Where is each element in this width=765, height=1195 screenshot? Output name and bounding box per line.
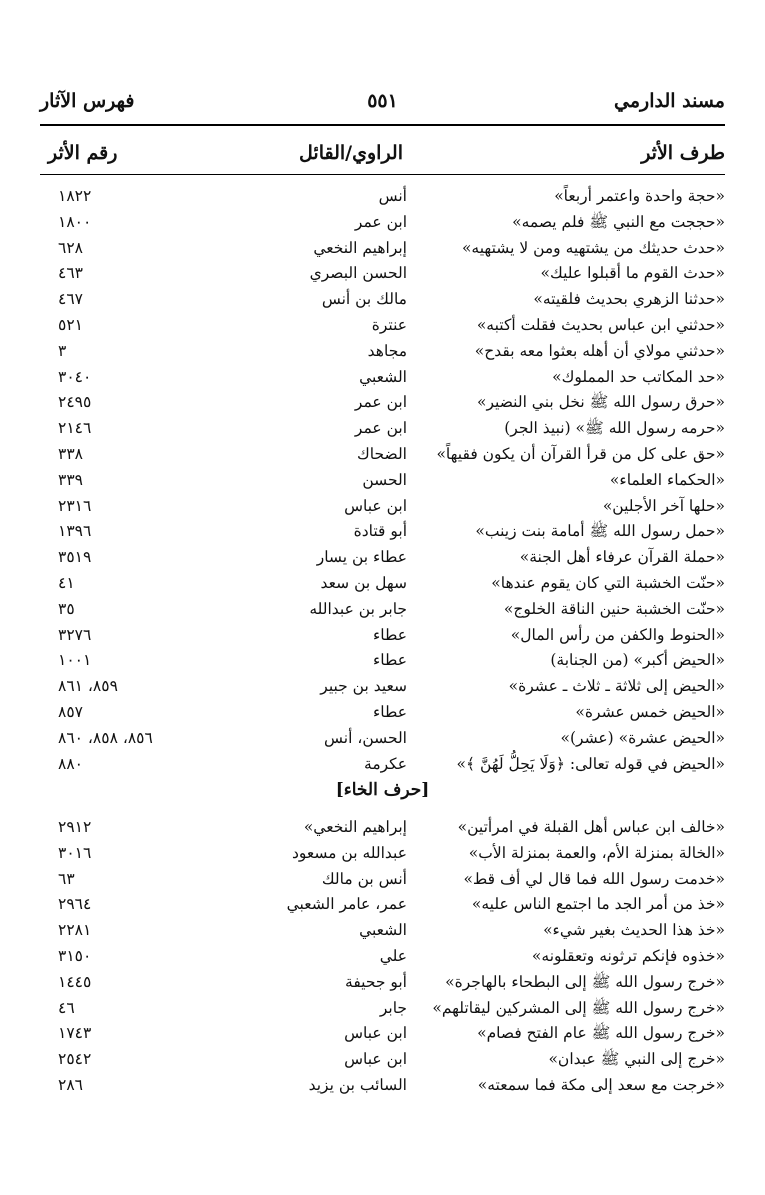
row-phrase: «حمل رسول الله ﷺ أمامة بنت زينب»: [475, 522, 725, 541]
row-phrase: «حرمه رسول الله ﷺ» (نبيذ الجر): [504, 419, 725, 438]
index-row: [40, 944, 725, 970]
index-row: [40, 996, 725, 1022]
row-number: ٣٣٩: [58, 470, 83, 489]
index-row: [40, 313, 725, 339]
row-phrase: «حرق رسول الله ﷺ نخل بني النضير»: [477, 393, 725, 412]
row-number: ٥٢١: [58, 315, 83, 334]
column-header-phrase: طرف الأثر: [641, 142, 725, 164]
index-row: [40, 287, 725, 313]
index-row: [40, 545, 725, 571]
row-phrase: «حق على كل من قرأ القرآن أن يكون فقيهاً»: [436, 444, 725, 463]
row-phrase: «خرج رسول الله ﷺ عام الفتح فصام»: [477, 1024, 725, 1043]
index-row: [40, 261, 725, 287]
index-row: [40, 236, 725, 262]
row-number: ٢٢٨١: [58, 921, 92, 940]
row-narrator: عطاء: [373, 651, 407, 670]
section-heading-kha: [حرف الخاء]: [335, 780, 430, 800]
row-narrator: إبراهيم النخعي»: [303, 818, 407, 836]
row-phrase: «حنّت الخشبة التي كان يقوم عندها»: [491, 573, 725, 592]
section-index-title: فهرس الآثار: [40, 90, 135, 112]
row-narrator: جابر بن عبدالله: [309, 599, 407, 618]
row-number: ١٣٩٦: [58, 522, 92, 541]
row-narrator: عطاء: [373, 702, 407, 721]
index-row: [40, 700, 725, 726]
row-narrator: جابر: [379, 998, 407, 1017]
row-narrator: أبو جحيفة: [345, 972, 407, 991]
index-row: [40, 365, 725, 391]
row-narrator: السائب بن يزيد: [308, 1075, 407, 1094]
row-number: ٢٩٦٤: [58, 895, 92, 914]
index-row: [40, 648, 725, 674]
index-row: [40, 867, 725, 893]
row-phrase: «خرج رسول الله ﷺ إلى المشركين ليقاتلهم»: [432, 998, 725, 1017]
index-row: [40, 184, 725, 210]
row-narrator: عكرمة: [364, 754, 407, 773]
row-number: ٣١٥٠: [58, 946, 92, 965]
index-row: [40, 726, 725, 752]
index-list-ha: [40, 184, 725, 777]
row-number: ٣٥١٩: [58, 548, 92, 567]
row-number: ٨٥٧: [58, 702, 83, 721]
row-number: ٢٣١٦: [58, 496, 92, 515]
row-phrase: «حدث حديثك من يشتهيه ومن لا يشتهيه»: [461, 238, 725, 257]
row-phrase: «خذ من أمر الجد ما اجتمع الناس عليه»: [471, 895, 725, 914]
row-phrase: «الحنوط والكفن من رأس المال»: [510, 625, 725, 644]
row-phrase: «خذ هذا الحديث بغير شيء»: [543, 921, 725, 940]
row-phrase: «خرج رسول الله ﷺ إلى البطحاء بالهاجرة»: [445, 972, 725, 991]
row-number: ٢٨٦: [58, 1075, 83, 1094]
row-phrase: «الحيض عشرة» (عشر)»: [560, 728, 725, 747]
index-row: [40, 390, 725, 416]
row-phrase: «حدثنا الزهري بحديث فلقيته»: [533, 290, 725, 309]
index-row: [40, 597, 725, 623]
index-row: [40, 442, 725, 468]
index-row: [40, 494, 725, 520]
row-narrator: الشعبي: [359, 367, 407, 386]
row-narrator: أنس بن مالك: [321, 869, 407, 888]
index-row: [40, 752, 725, 778]
index-row: [40, 1047, 725, 1073]
row-narrator: عنترة: [371, 315, 407, 334]
row-narrator: عبدالله بن مسعود: [291, 843, 407, 862]
row-phrase: «الحيض خمس عشرة»: [575, 702, 725, 721]
row-number: ١٨٢٢: [58, 187, 92, 205]
column-header-narrator: الراوي/القائل: [299, 142, 403, 164]
index-row: [40, 623, 725, 649]
row-narrator: سعيد بن جبير: [320, 677, 407, 696]
page-number: ٥٥١: [367, 90, 398, 112]
row-phrase: «حدث القوم ما أقبلوا عليك»: [540, 264, 725, 283]
row-number: ٣٠٤٠: [58, 367, 92, 386]
row-number: ٤٦٣: [58, 264, 83, 283]
row-narrator: علي: [379, 946, 407, 965]
row-narrator: أبو قتادة: [353, 522, 407, 541]
row-number: ٨٥٦، ٨٥٨، ٨٦٠: [58, 728, 153, 747]
row-narrator: إبراهيم النخعي: [313, 238, 407, 257]
index-row: [40, 1021, 725, 1047]
row-phrase: «خرج إلى النبي ﷺ عبدان»: [548, 1050, 725, 1069]
row-narrator: مجاهد: [367, 341, 407, 360]
row-number: ٣٢٧٦: [58, 625, 92, 644]
row-narrator: سهل بن سعد: [320, 573, 407, 592]
row-narrator: ابن عباس: [344, 1024, 407, 1043]
index-row: [40, 519, 725, 545]
row-narrator: أنس: [378, 187, 407, 205]
index-row: [40, 841, 725, 867]
index-row: [40, 416, 725, 442]
index-row: [40, 339, 725, 365]
row-number: ١٨٠٠: [58, 212, 92, 231]
row-number: ٢٥٤٢: [58, 1050, 92, 1069]
index-row: [40, 970, 725, 996]
row-number: ١٧٤٣: [58, 1024, 92, 1043]
row-number: ١٠٠١: [58, 651, 92, 670]
row-number: ٣٣٨: [58, 444, 83, 463]
index-row: [40, 892, 725, 918]
row-phrase: «حنّت الخشبة حنين الناقة الخلوج»: [503, 599, 725, 618]
row-narrator: ابن عباس: [344, 1050, 407, 1069]
row-phrase: «خرجت مع سعد إلى مكة فما سمعته»: [477, 1075, 725, 1094]
row-number: ٨٨٠: [58, 754, 83, 773]
row-narrator: الحسن، أنس: [324, 728, 407, 747]
row-narrator: ابن عمر: [354, 419, 407, 438]
row-number: ٣٠١٦: [58, 843, 92, 862]
running-header: [40, 86, 725, 122]
header-rule: [40, 124, 725, 126]
index-row: [40, 1073, 725, 1099]
row-number: ٦٣: [58, 869, 75, 888]
row-phrase: «حججت مع النبي ﷺ فلم يصمه»: [512, 212, 725, 231]
row-number: ٤٦٧: [58, 290, 83, 309]
row-phrase: «حملة القرآن عرفاء أهل الجنة»: [519, 548, 725, 567]
row-phrase: «خالف ابن عباس أهل القبلة في امرأتين»: [457, 818, 725, 836]
row-number: ٢١٤٦: [58, 419, 92, 438]
row-number: ٨٥٩، ٨٦١: [58, 677, 118, 696]
row-number: ٤٦: [58, 998, 75, 1017]
row-phrase: «حجة واحدة واعتمر أربعاً»: [554, 187, 725, 205]
row-narrator: الشعبي: [359, 921, 407, 940]
index-list-kha: [40, 815, 725, 1099]
row-phrase: «الحيض في قوله تعالى: ﴿وَلَا يَحِلُّ لَهُنَّ ﴾»: [456, 754, 725, 773]
row-number: ١٤٤٥: [58, 972, 92, 991]
row-narrator: عطاء بن يسار: [316, 548, 407, 567]
row-narrator: ابن عمر: [354, 393, 407, 412]
row-number: ٢٩١٢: [58, 818, 92, 836]
row-phrase: «حلها آخر الأجلين»: [602, 496, 725, 515]
index-row: [40, 918, 725, 944]
row-number: ٣٥: [58, 599, 75, 618]
row-narrator: مالك بن أنس: [321, 290, 407, 309]
row-number: ٢٤٩٥: [58, 393, 92, 412]
row-narrator: الحسن البصري: [309, 264, 407, 283]
row-narrator: ابن عمر: [354, 212, 407, 231]
row-phrase: «الحكماء العلماء»: [609, 470, 725, 489]
row-narrator: الضحاك: [357, 444, 407, 463]
index-row: [40, 210, 725, 236]
book-title: مسند الدارمي: [614, 90, 725, 112]
row-phrase: «حدثني ابن عباس بحديث فقلت أكتبه»: [476, 315, 725, 334]
row-number: ٣: [58, 341, 67, 360]
row-phrase: «خدمت رسول الله فما قال لي أف قط»: [463, 869, 725, 888]
index-row: [40, 468, 725, 494]
row-narrator: الحسن: [362, 470, 407, 489]
row-phrase: «الحيض أكبر» (من الجنابة): [550, 651, 725, 670]
column-header-number: رقم الأثر: [48, 142, 118, 164]
index-row: [40, 571, 725, 597]
column-header-rule: [40, 174, 725, 175]
row-narrator: عطاء: [373, 625, 407, 644]
row-phrase: «حد المكاتب حد المملوك»: [552, 367, 725, 386]
row-number: ٦٢٨: [58, 238, 83, 257]
row-narrator: ابن عباس: [344, 496, 407, 515]
index-row: [40, 674, 725, 700]
column-headers: [40, 138, 725, 172]
index-row: [40, 815, 725, 841]
row-phrase: «الحيض إلى ثلاثة ـ ثلاث ـ عشرة»: [508, 677, 725, 696]
row-narrator: عمر، عامر الشعبي: [286, 895, 407, 914]
row-number: ٤١: [58, 573, 75, 592]
row-phrase: «الخالة بمنزلة الأم، والعمة بمنزلة الأب»: [468, 843, 725, 862]
row-phrase: «خذوه فإنكم ترثونه وتعقلونه»: [531, 946, 725, 965]
row-phrase: «حدثني مولاي أن أهله بعثوا معه بقدح»: [474, 341, 725, 360]
